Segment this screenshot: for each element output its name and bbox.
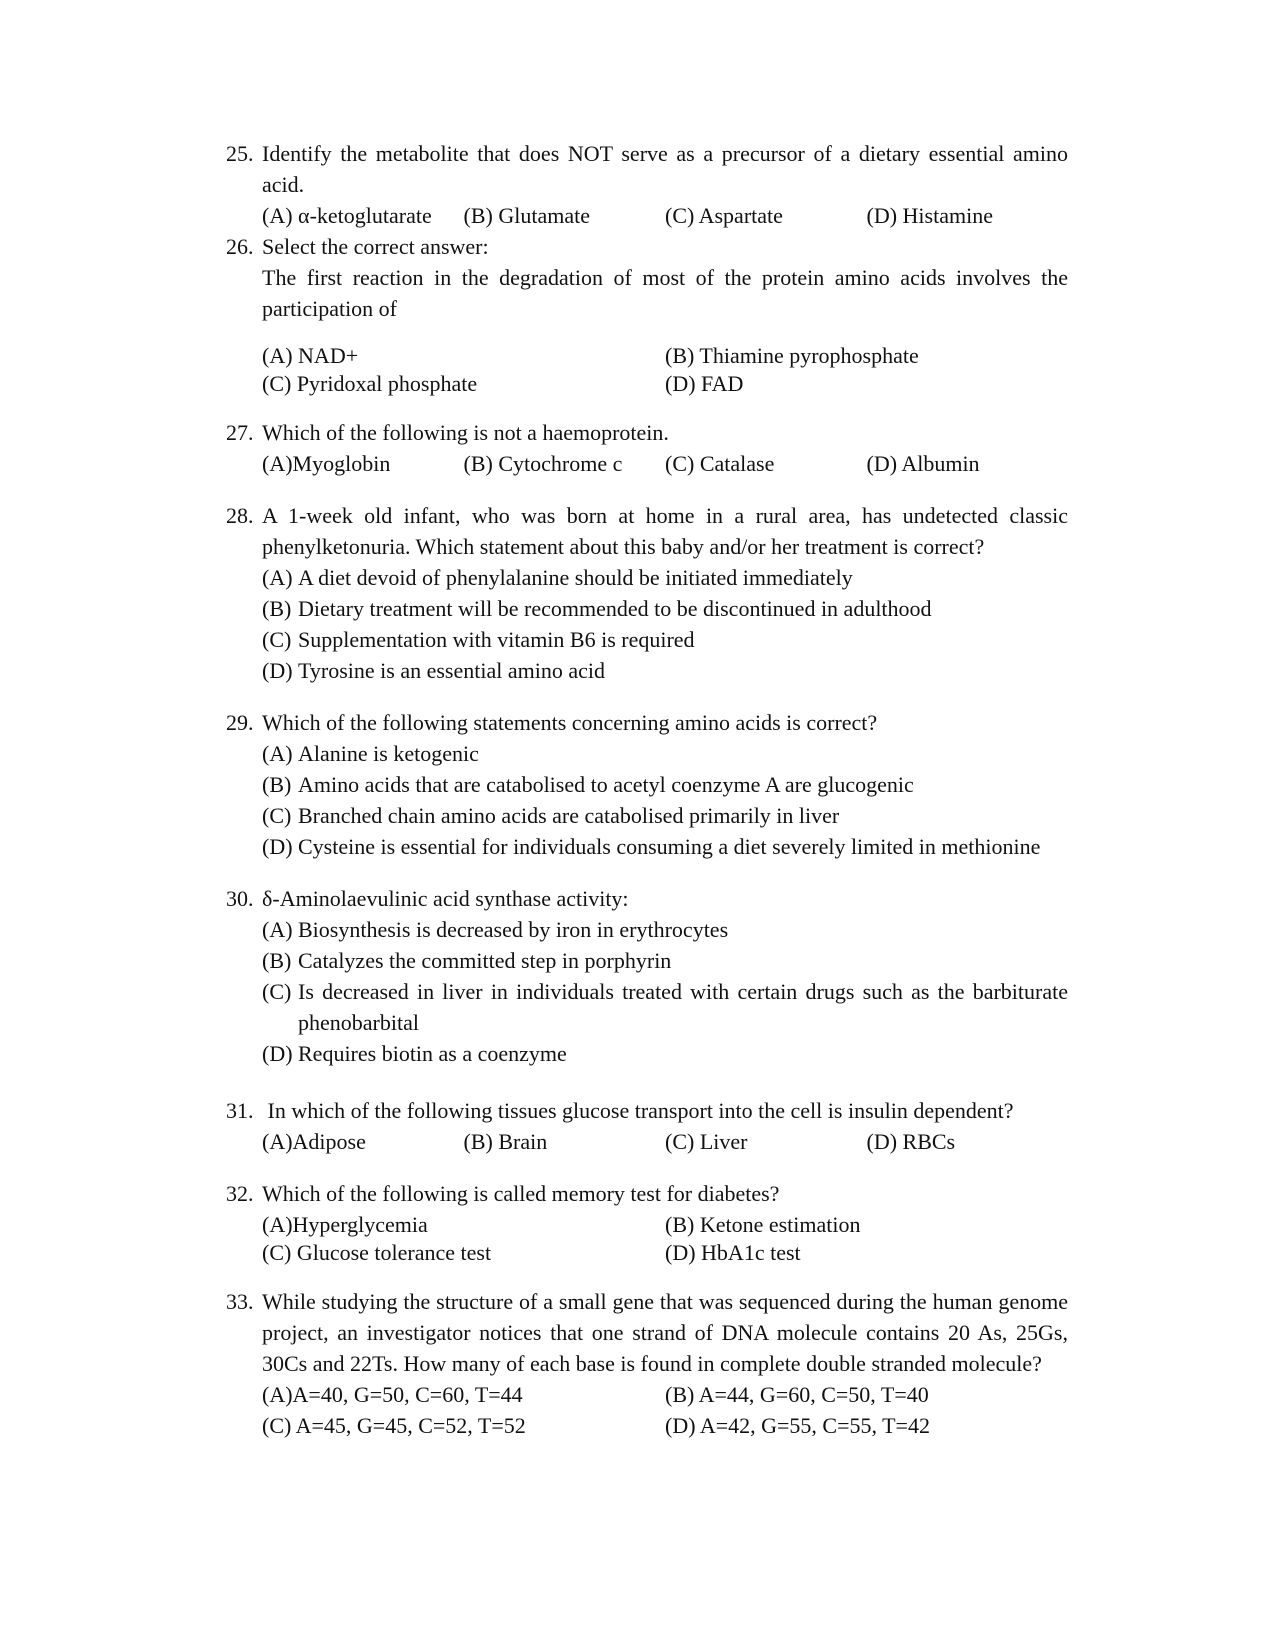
question-text: A 1-week old infant, who was born at home in a rural area, has undetected classic phenylketonuria. Which statement about this baby and/or her treatment is correct?: [262, 503, 1068, 559]
option-b: [262, 769, 1068, 800]
option-c: (C) Glucose tolerance test: [262, 1240, 492, 1265]
question-number: 33.: [226, 1289, 254, 1314]
option-d: [262, 831, 1068, 862]
option-a: [262, 914, 1068, 945]
option-text: Tyrosine is an essential amino acid: [298, 658, 605, 683]
option-d: (D) Albumin: [866, 451, 980, 476]
question-text: δ-Aminolaevulinic acid synthase activity:: [262, 886, 629, 911]
option-b: (B) A=44, G=60, C=50, T=40: [665, 1382, 929, 1407]
question-31: [226, 1095, 1068, 1157]
question-number: 26.: [226, 234, 254, 259]
question-32: [226, 1178, 1068, 1265]
question-number: 30.: [226, 886, 254, 911]
option-text: Cysteine is essential for individuals consuming a diet severely limited in methionine: [298, 834, 1041, 859]
option-d: (D) Histamine: [866, 203, 993, 228]
option-b: (B) Glutamate: [463, 203, 590, 228]
option-d: [262, 655, 1068, 686]
option-text: Branched chain amino acids are catabolised primarily in liver: [298, 803, 840, 828]
question-number: 25.: [226, 141, 254, 166]
question-number: 29.: [226, 710, 254, 735]
option-a: (A) NAD+: [262, 343, 359, 368]
option-c: [262, 976, 1068, 1038]
option-label: (D): [262, 1041, 293, 1066]
option-label: (C): [262, 803, 292, 828]
option-text: Requires biotin as a coenzyme: [298, 1041, 567, 1066]
question-33: [226, 1286, 1068, 1441]
option-c: [262, 624, 1068, 655]
option-label: (A): [262, 1212, 293, 1237]
question-text: Select the correct answer:: [262, 234, 489, 259]
exam-page: [226, 138, 1068, 1441]
option-d: (D) FAD: [665, 371, 744, 396]
option-a: [262, 738, 1068, 769]
question-text: Which of the following is not a haemoprotein.: [262, 420, 669, 445]
option-label: (A): [262, 1129, 293, 1154]
option-text: Biosynthesis is decreased by iron in erythrocytes: [298, 917, 729, 942]
option-b: (B) Brain: [463, 1129, 548, 1154]
question-number: 28.: [226, 503, 254, 528]
option-text: A diet devoid of phenylalanine should be initiated immediately: [298, 565, 853, 590]
option-b: (B) Thiamine pyrophosphate: [665, 343, 919, 368]
option-b: (B) Ketone estimation: [665, 1212, 861, 1237]
question-number: 32.: [226, 1181, 254, 1206]
option-d: (D) RBCs: [866, 1129, 956, 1154]
option-label: (C): [262, 627, 292, 652]
option-text: Is decreased in liver in individuals treated with certain drugs such as the barbiturate phenobarbital: [298, 979, 1068, 1035]
option-d: [262, 1038, 1068, 1069]
option-b: [262, 945, 1068, 976]
option-a: [262, 562, 1068, 593]
option-text: Hyperglycemia: [292, 1212, 428, 1237]
option-label: (D): [262, 658, 293, 683]
option-text: Amino acids that are catabolised to acetyl coenzyme A are glucogenic: [298, 772, 914, 797]
option-a: (A) α-ketoglutarate: [262, 203, 432, 228]
option-b: [262, 593, 1068, 624]
option-c: (C) Liver: [665, 1129, 748, 1154]
option-label: (B): [262, 948, 292, 973]
question-text-continued: The first reaction in the degradation of most of the protein amino acids involves the participation of: [262, 265, 1068, 321]
option-label: (A): [262, 565, 293, 590]
option-a: [262, 448, 464, 479]
option-d: (D) A=42, G=55, C=55, T=42: [665, 1413, 930, 1438]
option-text: Supplementation with vitamin B6 is required: [298, 627, 695, 652]
option-c: (C) Aspartate: [665, 203, 783, 228]
question-29: [226, 707, 1068, 862]
option-d: (D) HbA1c test: [665, 1240, 801, 1265]
question-text: Identify the metabolite that does NOT serve as a precursor of a dietary essential amino acid.: [262, 141, 1068, 197]
option-label: (A): [262, 451, 293, 476]
option-label: (A): [262, 917, 293, 942]
option-text: A=40, G=50, C=60, T=44: [292, 1382, 523, 1407]
option-c: [262, 800, 1068, 831]
question-26: [226, 231, 1068, 396]
option-a: [262, 1209, 665, 1237]
question-text: Which of the following is called memory test for diabetes?: [262, 1181, 780, 1206]
option-text: Adipose: [292, 1129, 366, 1154]
option-label: (C): [262, 979, 292, 1004]
option-label: (A): [262, 1382, 293, 1407]
option-text: Catalyzes the committed step in porphyrin: [298, 948, 672, 973]
option-label: (B): [262, 772, 292, 797]
option-c: (C) A=45, G=45, C=52, T=52: [262, 1413, 526, 1438]
option-c: (C) Catalase: [665, 451, 775, 476]
option-a: [262, 1126, 464, 1157]
option-label: (D): [262, 834, 293, 859]
question-number: 27.: [226, 420, 254, 445]
question-25: [226, 138, 1068, 231]
question-30: [226, 883, 1068, 1069]
question-text: Which of the following statements concerning amino acids is correct?: [262, 710, 878, 735]
option-text: Myoglobin: [292, 451, 391, 476]
question-28: [226, 500, 1068, 686]
question-text: While studying the structure of a small gene that was sequenced during the human genome project, an investigator notices that one strand of DNA molecule contains 20 As, 25Gs, 30Cs and 22Ts. How many of each base is found in complete double stranded molecule?: [262, 1289, 1068, 1376]
option-label: (B): [262, 596, 292, 621]
option-label: (A): [262, 741, 293, 766]
option-text: Dietary treatment will be recommended to be discontinued in adulthood: [298, 596, 932, 621]
option-text: Alanine is ketogenic: [298, 741, 479, 766]
option-c: (C) Pyridoxal phosphate: [262, 371, 478, 396]
question-27: [226, 417, 1068, 479]
option-b: (B) Cytochrome c: [463, 451, 623, 476]
question-number: 31.: [226, 1098, 254, 1123]
option-a: [262, 1379, 665, 1410]
question-text: In which of the following tissues glucose transport into the cell is insulin dependent?: [262, 1098, 1014, 1123]
